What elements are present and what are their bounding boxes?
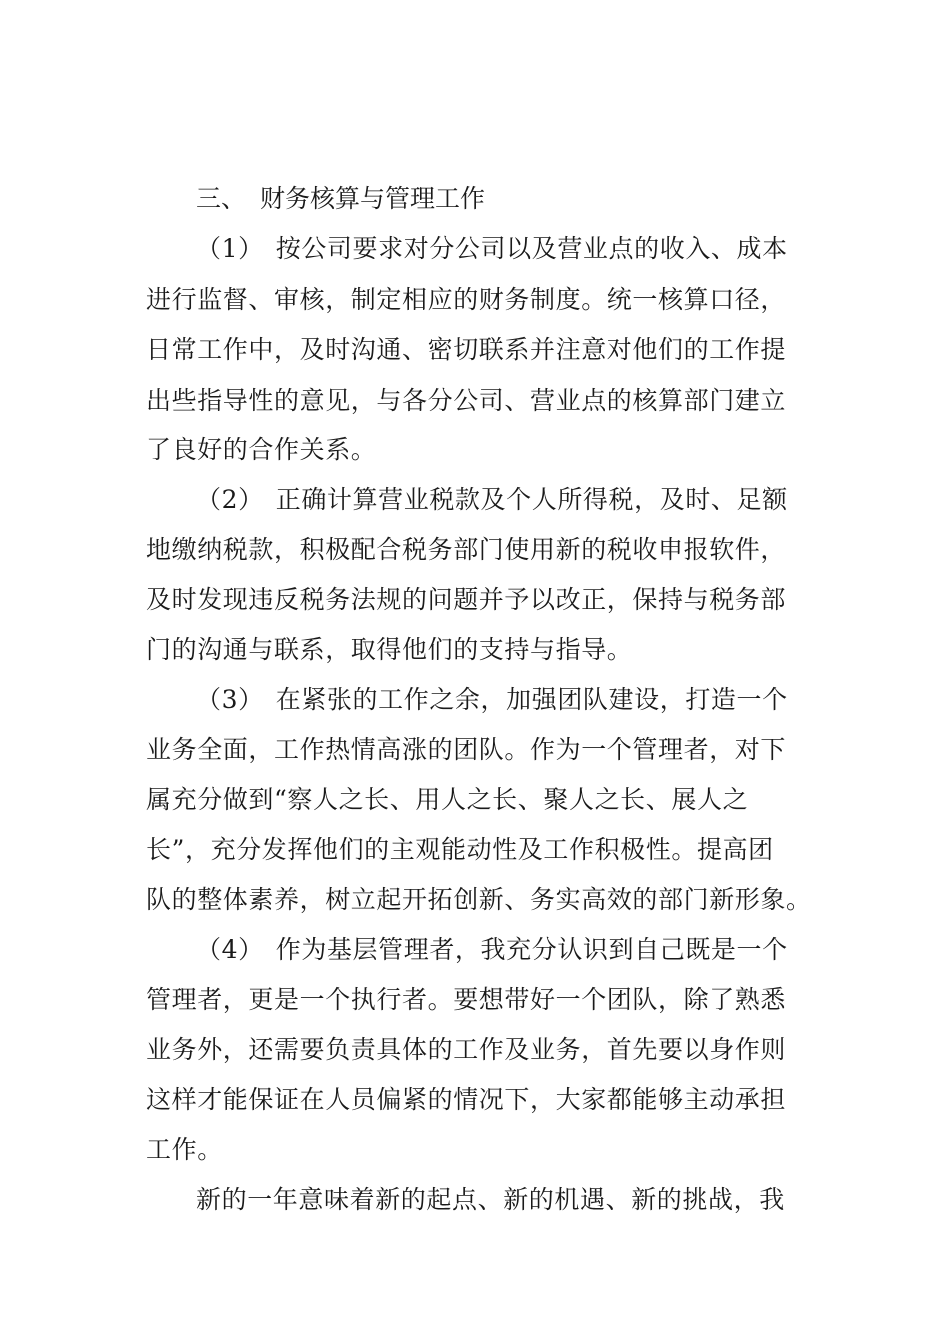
paragraph-1-line-5: 了良好的合作关系。 xyxy=(146,435,377,464)
paragraph-3-line-3: 属充分做到“察人之长、用人之长、聚人之长、展人之 xyxy=(146,785,749,814)
paragraph-3-line-5: 队的整体素养，树立起开拓创新、务实高效的部门新形象。 xyxy=(146,885,812,914)
paragraph-1-line-1: （1） 按公司要求对分公司以及营业点的收入、成本 xyxy=(196,231,806,267)
paragraph-1-marker: （1） xyxy=(196,234,264,263)
paragraph-3-line-1: （3） 在紧张的工作之余，加强团队建设，打造一个 xyxy=(196,682,806,718)
paragraph-4-line-4: 这样才能保证在人员偏紧的情况下，大家都能够主动承担 xyxy=(146,1085,787,1114)
paragraph-4-line-1: （4） 作为基层管理者，我充分认识到自己既是一个 xyxy=(196,932,806,968)
section-heading xyxy=(196,181,485,217)
paragraph-1-line-3: 日常工作中，及时沟通、密切联系并注意对他们的工作提 xyxy=(146,335,787,364)
paragraph-4-line-5: 工作。 xyxy=(146,1135,223,1164)
paragraph-4-line-3: 业务外，还需要负责具体的工作及业务，首先要以身作则 xyxy=(146,1035,787,1064)
paragraph-3-line-2: 业务全面，工作热情高涨的团队。作为一个管理者，对下 xyxy=(146,735,787,764)
paragraph-4-marker: （4） xyxy=(196,935,264,964)
paragraph-2-line-2: 地缴纳税款，积极配合税务部门使用新的税收申报软件， xyxy=(146,535,787,564)
paragraph-5-line-1: 新的一年意味着新的起点、新的机遇、新的挑战，我 xyxy=(196,1185,785,1214)
paragraph-2-line-1: （2） 正确计算营业税款及个人所得税，及时、足额 xyxy=(196,482,806,518)
paragraph-1-line-4: 出些指导性的意见，与各分公司、营业点的核算部门建立 xyxy=(146,386,787,415)
paragraph-4-line-2: 管理者，更是一个执行者。要想带好一个团队，除了熟悉 xyxy=(146,985,787,1014)
paragraph-3-line-4: 长”，充分发挥他们的主观能动性及工作积极性。提高团 xyxy=(146,835,774,864)
paragraph-3-marker: （3） xyxy=(196,685,264,714)
paragraph-1-line-2: 进行监督、审核，制定相应的财务制度。统一核算口径， xyxy=(146,285,787,314)
section-title: 财务核算与管理工作 xyxy=(260,184,486,213)
section-number: 三、 xyxy=(196,184,247,213)
paragraph-2-line-4: 门的沟通与联系，取得他们的支持与指导。 xyxy=(146,635,633,664)
paragraph-2-line-3: 及时发现违反税务法规的问题并予以改正，保持与税务部 xyxy=(146,585,787,614)
paragraph-2-marker: （2） xyxy=(196,485,264,514)
